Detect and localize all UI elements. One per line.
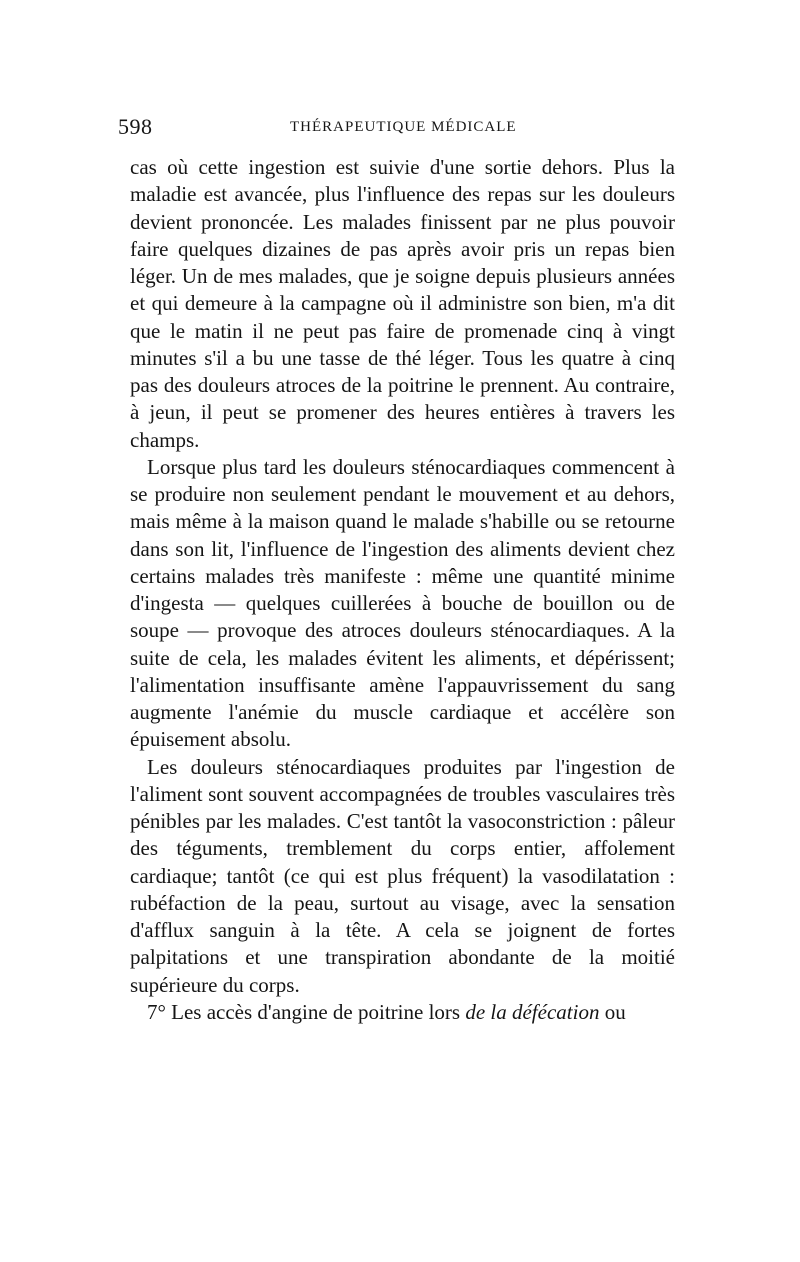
page-header <box>118 114 678 142</box>
paragraph-continued: cas où cette ingestion est suivie d'une sortie dehors. Plus la maladie est avancée, plus l'influence des repas sur les douleurs devient prononcée. Les malades finissent par ne plus pouvoir faire quelques dizaines de pas après avoir pris un repas bien léger. Un de mes malades, que je soigne depuis plusieurs années et qui demeure à la campagne où il administre son bien, m'a dit que le matin il ne peut pas faire de promenade cinq à vingt minutes s'il a bu une tasse de thé léger. Tous les quatre à cinq pas des douleurs atroces de la poitrine le prennent. Au contraire, à jeun, il peut se promener des heures entières à travers les champs. <box>130 155 675 452</box>
paragraph-vascular-troubles: Les douleurs sténocardiaques produites par l'ingestion de l'aliment sont souvent accompagnées de troubles vasculaires très pénibles par les malades. C'est tantôt la vasoconstriction : pâleur des téguments, tremblement du corps entier, affolement cardiaque; tantôt (ce qui est plus fréquent) la vasodilatation : rubéfaction de la peau, surtout au visage, avec la sensation d'afflux sanguin à la tête. A cela se joignent de fortes palpitations et une transpiration abondante de la moitié supérieure du corps. <box>130 754 675 997</box>
running-title: THÉRAPEUTIQUE MÉDICALE <box>290 119 517 135</box>
italic-emphasis: de la défécation <box>465 999 600 1024</box>
paragraph-text-before: 7° Les accès d'angine de poitrine lors <box>147 999 466 1024</box>
page-number: 598 <box>118 114 153 139</box>
body-text <box>130 154 675 1026</box>
paragraph-defecation-heading <box>130 999 675 1026</box>
paragraph-sténocardiaques-progression: Lorsque plus tard les douleurs sténocardiaques commencent à se produire non seulement pendant le mouvement et au dehors, mais même à la maison quand le malade s'habille ou se retourne dans son lit, l'influence de l'ingestion des aliments devient chez certains malades très manifeste : même une quantité minime d'ingesta — quelques cuillerées à bouche de bouillon ou de soupe — provoque des atroces douleurs sténocardiaques. A la suite de cela, les malades évitent les aliments, et dépérissent; l'alimentation insuffisante amène l'appauvrissement du sang augmente l'anémie du muscle cardiaque et accélère son épuisement absolu. <box>130 454 675 752</box>
paragraph-text-after: ou <box>599 999 626 1024</box>
